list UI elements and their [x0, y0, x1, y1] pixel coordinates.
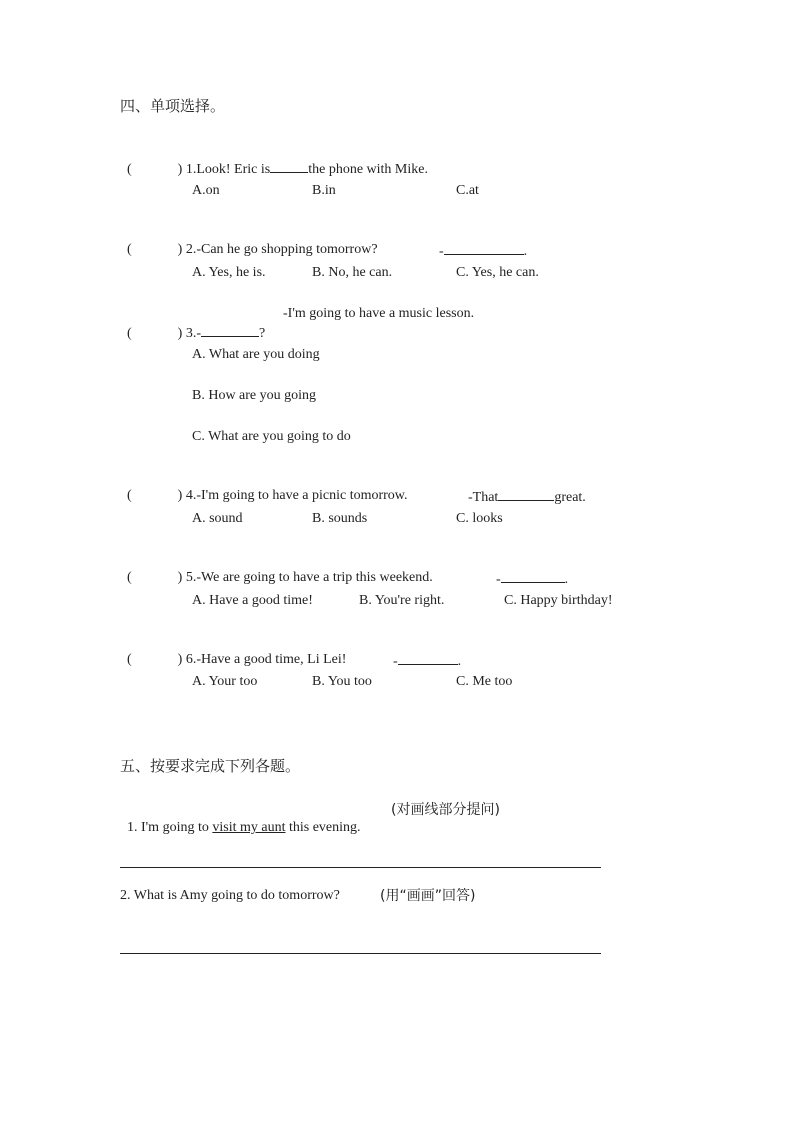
question-text-end: the phone with Mike. — [308, 162, 428, 177]
question-number: 4. — [185, 488, 197, 503]
question-number: 2. — [185, 242, 197, 257]
section5-question-1 — [120, 801, 361, 837]
option-b[interactable]: B. sounds — [312, 511, 368, 526]
question-text-end: this evening. — [285, 820, 361, 835]
option-c[interactable]: C. What are you going to do — [192, 429, 351, 444]
section5-question-2-instruction: (用“画画”回答) — [380, 888, 476, 904]
paren-open: ( — [127, 652, 132, 667]
option-b[interactable]: B.in — [312, 183, 336, 198]
section5-question-2: 2. What is Amy going to do tomorrow? — [120, 888, 340, 903]
reply-end: . — [564, 572, 569, 587]
option-b[interactable]: B. You're right. — [359, 593, 445, 608]
reply-start: -That — [468, 490, 499, 505]
option-a[interactable]: A. Your too — [192, 674, 258, 689]
question-number: 1. — [185, 162, 197, 177]
question-5 — [120, 551, 433, 587]
section4-title: 四、单项选择。 — [120, 97, 226, 115]
paren-close: ) — [177, 488, 183, 503]
option-a[interactable]: A.on — [192, 183, 220, 198]
answer-line-2[interactable] — [120, 953, 601, 954]
reply-dash: - — [393, 654, 398, 669]
reply-end: . — [457, 654, 462, 669]
option-c[interactable]: C.at — [456, 183, 479, 198]
question-text: Look! Eric is — [196, 162, 271, 177]
reply-dash: - — [439, 244, 444, 259]
answer-blank[interactable] — [498, 487, 554, 501]
option-c[interactable]: C. Happy birthday! — [504, 593, 613, 608]
option-c[interactable]: C. looks — [456, 511, 503, 526]
question-text: -I'm going to have a picnic tomorrow. — [196, 488, 408, 503]
question-6-reply — [386, 633, 461, 671]
question-text: 1. I'm going to — [127, 820, 213, 835]
underlined-phrase: visit my aunt — [212, 820, 286, 835]
paren-open: ( — [127, 326, 132, 341]
option-a[interactable]: A. Have a good time! — [192, 593, 313, 608]
paren-open: ( — [127, 488, 132, 503]
paren-open: ( — [127, 570, 132, 585]
question-6 — [120, 633, 346, 669]
paren-close: ) — [177, 570, 183, 585]
paren-open: ( — [127, 162, 132, 177]
answer-line-1[interactable] — [120, 867, 601, 868]
paren-open: ( — [127, 242, 132, 257]
question-text: -We are going to have a trip this weekend. — [196, 570, 433, 585]
option-a[interactable]: A. What are you doing — [192, 347, 320, 362]
question-number: 3. — [185, 326, 197, 341]
option-b[interactable]: B. No, he can. — [312, 265, 393, 280]
question-2-reply — [432, 223, 527, 261]
paren-close: ) — [177, 652, 183, 667]
answer-blank[interactable] — [201, 323, 259, 337]
question-2 — [120, 223, 378, 259]
paren-close: ) — [177, 242, 183, 257]
option-a[interactable]: A. Yes, he is. — [192, 265, 266, 280]
reply-dash: - — [496, 572, 501, 587]
question-text-end: ? — [259, 326, 266, 341]
option-a[interactable]: A. sound — [192, 511, 243, 526]
answer-blank[interactable] — [444, 241, 524, 255]
question-1 — [120, 141, 428, 179]
question-4-reply — [461, 469, 586, 507]
section5-question-1-instruction: (对画线部分提问) — [391, 802, 500, 818]
reply-end: . — [523, 244, 528, 259]
reply-end: great. — [554, 490, 586, 505]
question-4 — [120, 469, 408, 505]
option-c[interactable]: C. Me too — [456, 674, 513, 689]
question-text: -Have a good time, Li Lei! — [196, 652, 347, 667]
question-text: - — [196, 326, 202, 341]
option-c[interactable]: C. Yes, he can. — [456, 265, 539, 280]
question-5-reply — [489, 551, 568, 589]
option-b[interactable]: B. How are you going — [192, 388, 317, 403]
answer-blank[interactable] — [270, 159, 308, 173]
option-b[interactable]: B. You too — [312, 674, 372, 689]
question-3-reply: -I'm going to have a music lesson. — [283, 306, 475, 321]
answer-blank[interactable] — [398, 651, 458, 665]
question-text: -Can he go shopping tomorrow? — [196, 242, 378, 257]
section5-title: 五、按要求完成下列各题。 — [120, 757, 301, 775]
paren-close: ) — [177, 162, 183, 177]
question-number: 5. — [185, 570, 197, 585]
answer-blank[interactable] — [501, 569, 565, 583]
paren-close: ) — [177, 326, 183, 341]
question-3 — [120, 305, 265, 343]
question-number: 6. — [185, 652, 197, 667]
